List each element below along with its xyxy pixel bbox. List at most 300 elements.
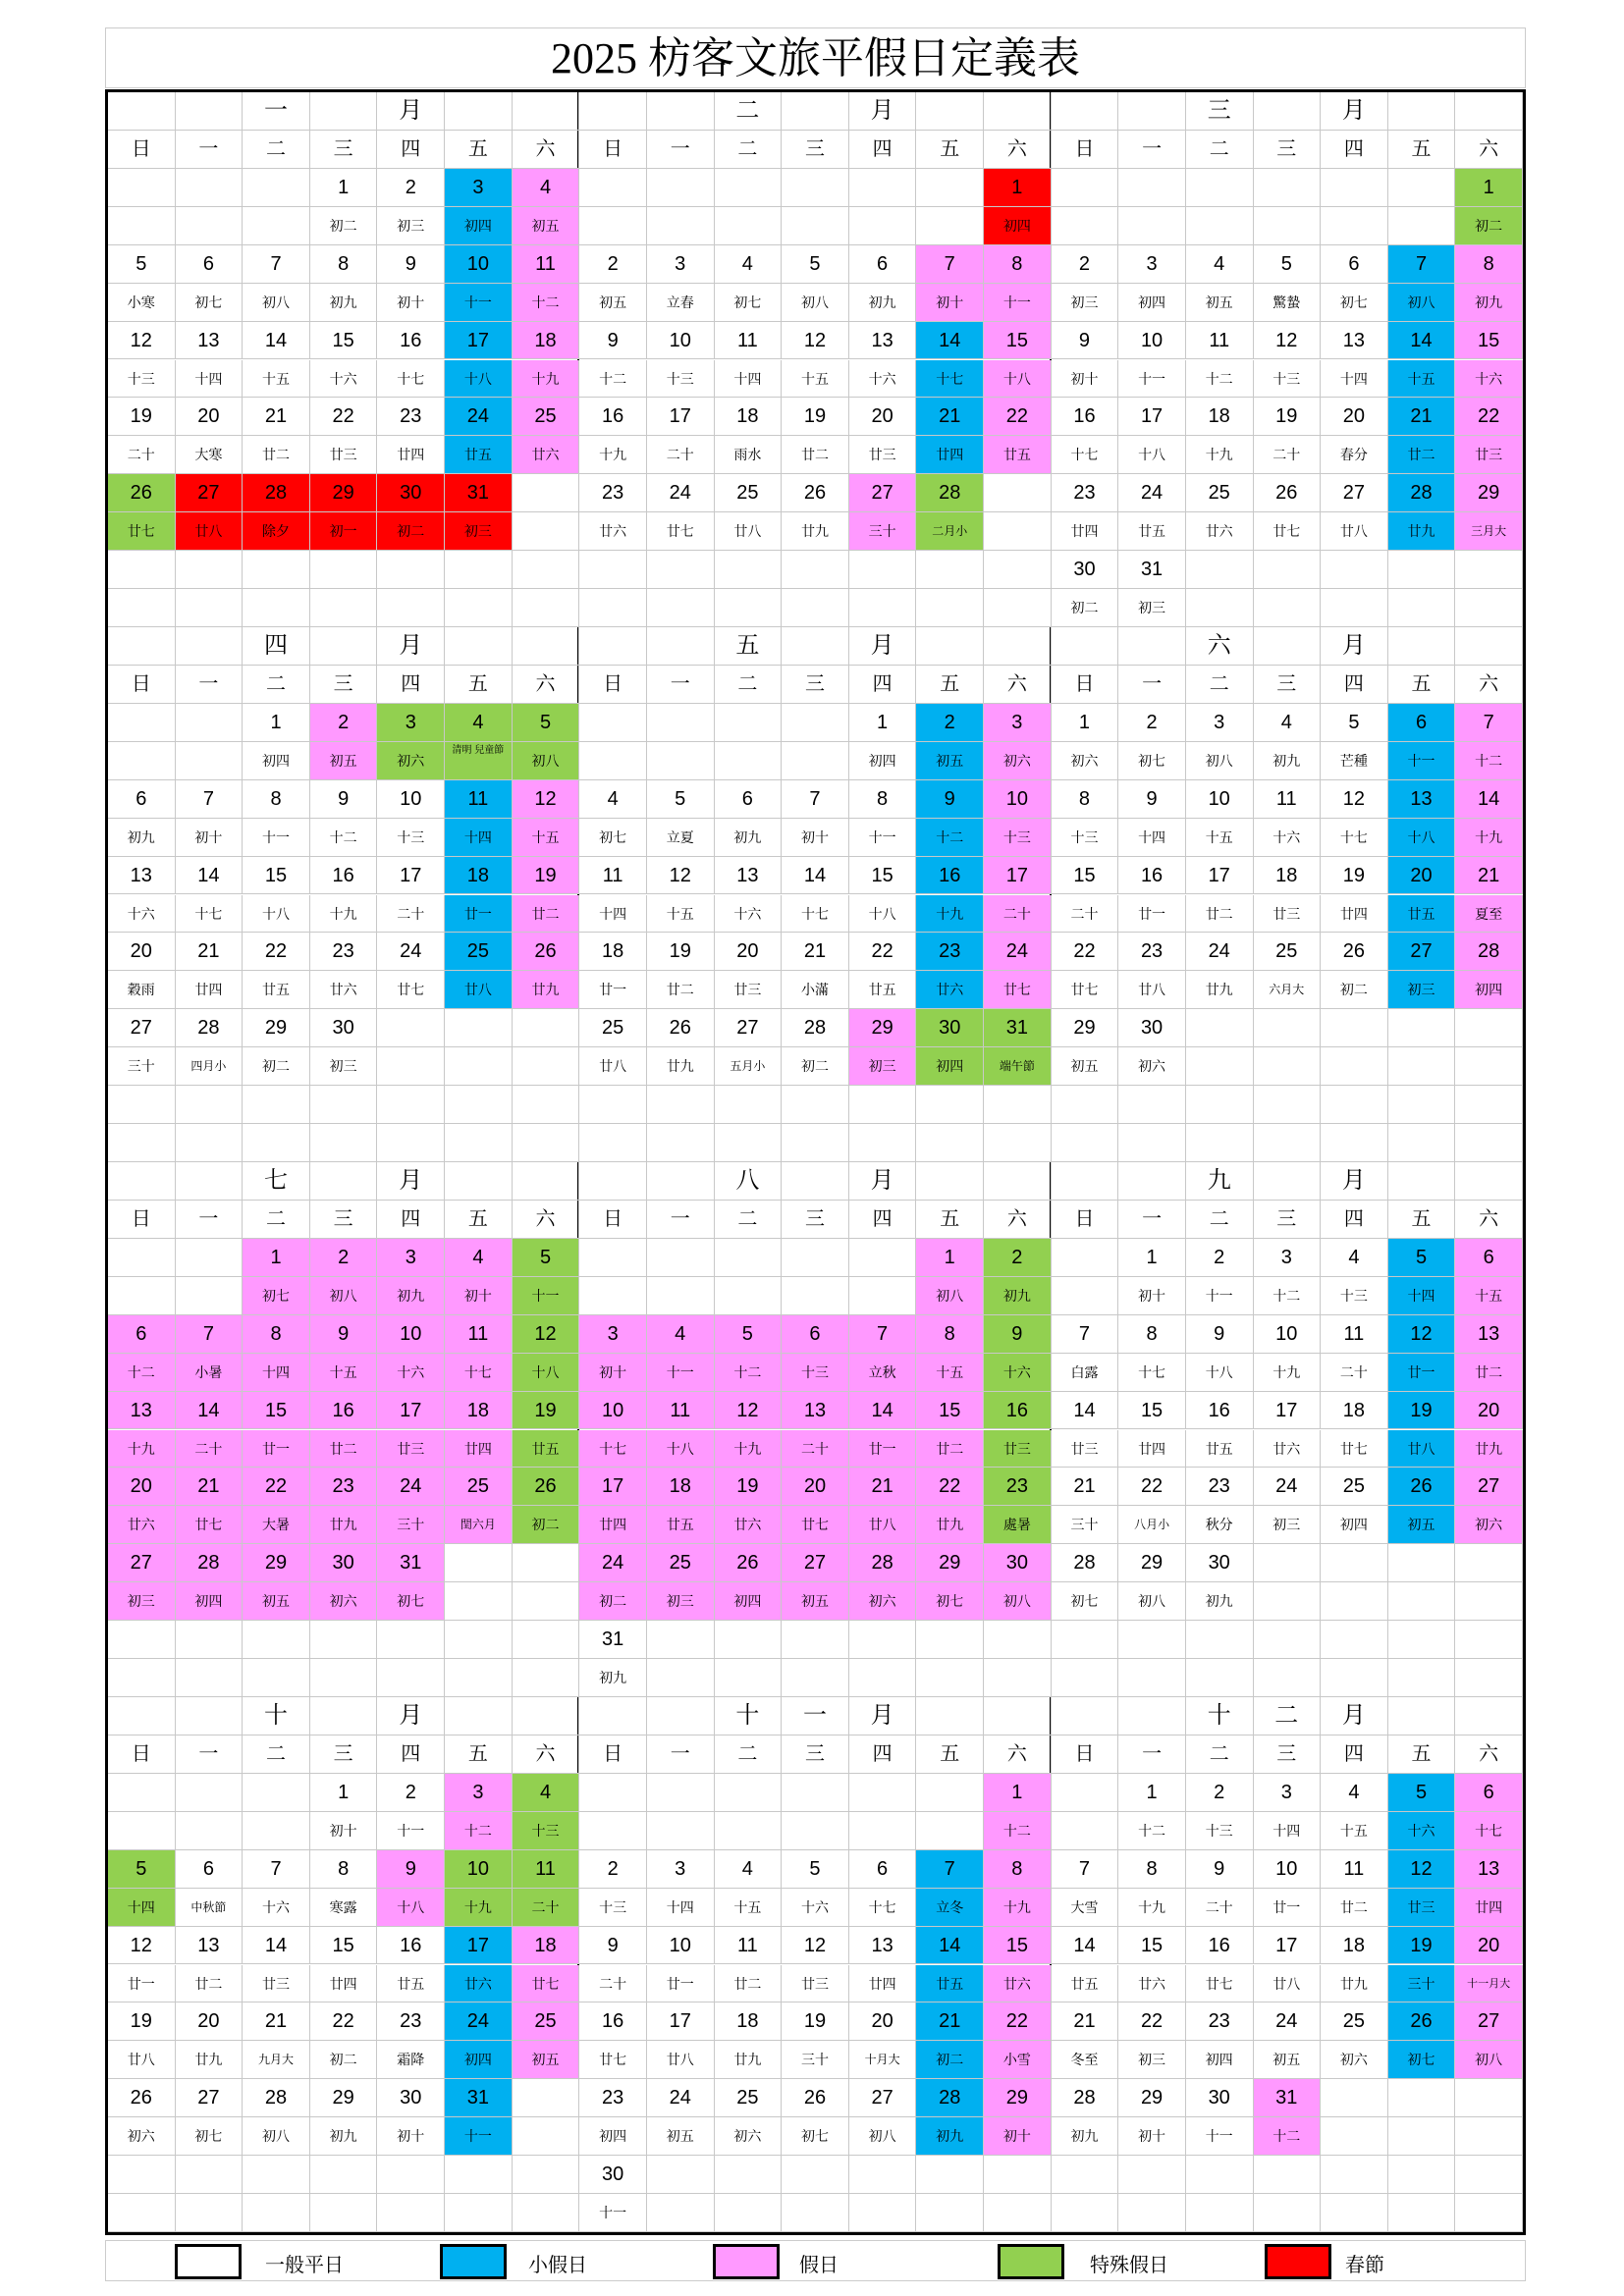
empty-cell — [377, 589, 445, 627]
day-number: 5 — [513, 704, 580, 742]
lunar-date: 廿四 — [445, 1430, 513, 1468]
day-number: 17 — [647, 398, 715, 436]
day-number: 13 — [108, 857, 176, 895]
day-number: 14 — [243, 1927, 310, 1965]
lunar-date: 十二 — [108, 1354, 176, 1392]
day-number: 23 — [377, 2002, 445, 2041]
empty-cell — [579, 589, 647, 627]
empty-cell — [1321, 551, 1388, 589]
day-number: 9 — [310, 780, 378, 819]
day-number: 20 — [1321, 398, 1388, 436]
day-number: 31 — [1118, 551, 1186, 589]
lunar-date: 初九 — [1052, 2117, 1119, 2156]
day-number: 1 — [916, 1239, 984, 1277]
empty-cell — [715, 704, 783, 742]
day-number: 15 — [310, 322, 378, 360]
day-number: 3 — [647, 245, 715, 284]
day-number: 4 — [579, 780, 647, 819]
lunar-date: 廿四 — [849, 1965, 917, 2003]
empty-cell — [243, 2156, 310, 2194]
lunar-date: 十二 — [1254, 2117, 1322, 2156]
lunar-date: 十二 — [1186, 360, 1254, 399]
lunar-date: 廿八 — [647, 2041, 715, 2079]
empty-cell — [1321, 1009, 1388, 1047]
lunar-date: 廿三 — [1254, 895, 1322, 934]
empty-cell — [647, 551, 715, 589]
day-number: 30 — [310, 1009, 378, 1047]
lunar-date: 廿九 — [513, 971, 580, 1009]
lunar-date: 十七 — [377, 360, 445, 399]
day-number: 14 — [176, 857, 244, 895]
lunar-date: 初四 — [445, 207, 513, 245]
lunar-date: 廿七 — [1321, 1430, 1388, 1468]
lunar-date: 廿四 — [1321, 895, 1388, 934]
weekday-label: 二 — [1186, 131, 1254, 169]
day-number: 14 — [243, 322, 310, 360]
empty-cell — [916, 207, 984, 245]
weekday-label: 三 — [1254, 131, 1322, 169]
lunar-date: 十八 — [377, 1889, 445, 1927]
empty-cell — [377, 551, 445, 589]
lunar-date: 初四 — [243, 742, 310, 780]
lunar-date: 十九 — [108, 1430, 176, 1468]
day-number: 2 — [377, 169, 445, 207]
weekday-label: 一 — [176, 1201, 244, 1239]
empty-cell — [647, 589, 715, 627]
lunar-date: 初九 — [377, 1277, 445, 1315]
day-number: 25 — [513, 398, 580, 436]
lunar-date: 二十 — [176, 1430, 244, 1468]
legend-label: 一般平日 — [265, 2255, 344, 2276]
empty-cell — [377, 2156, 445, 2194]
lunar-date: 初九 — [579, 1659, 647, 1697]
empty-cell — [1321, 1124, 1388, 1162]
weekday-label: 四 — [377, 131, 445, 169]
lunar-date: 九月大 — [243, 2041, 310, 2079]
lunar-date: 廿五 — [1118, 512, 1186, 551]
lunar-date: 十二 — [310, 819, 378, 857]
lunar-date: 初二 — [782, 1047, 849, 1086]
day-number: 25 — [1186, 474, 1254, 512]
weekday-label: 三 — [310, 1735, 378, 1774]
empty-cell — [715, 1239, 783, 1277]
lunar-date: 廿五 — [445, 436, 513, 474]
lunar-date: 二月小 — [916, 512, 984, 551]
month-suffix: 月 — [849, 1697, 917, 1735]
lunar-date: 芒種 — [1321, 742, 1388, 780]
weekday-label: 三 — [1254, 666, 1322, 704]
day-number: 27 — [1321, 474, 1388, 512]
empty-cell — [1388, 1086, 1456, 1124]
empty-cell — [1321, 1047, 1388, 1086]
day-number: 26 — [1254, 474, 1322, 512]
day-number: 13 — [1388, 780, 1456, 819]
day-number: 27 — [176, 474, 244, 512]
day-number: 3 — [445, 1774, 513, 1812]
empty-cell — [1186, 169, 1254, 207]
empty-cell — [310, 589, 378, 627]
day-number: 4 — [715, 245, 783, 284]
empty-cell — [782, 207, 849, 245]
empty-cell — [310, 1086, 378, 1124]
month-block — [1052, 92, 1523, 627]
day-number: 22 — [1052, 933, 1119, 971]
empty-cell — [108, 704, 176, 742]
lunar-date: 廿四 — [377, 436, 445, 474]
day-number: 26 — [108, 2079, 176, 2117]
lunar-date: 廿二 — [1321, 1889, 1388, 1927]
lunar-date: 處暑 — [984, 1506, 1052, 1544]
lunar-date: 十五 — [310, 1354, 378, 1392]
day-number: 17 — [1186, 857, 1254, 895]
lunar-date: 初四 — [1455, 971, 1523, 1009]
lunar-date: 廿九 — [647, 1047, 715, 1086]
legend-label: 假日 — [799, 2255, 839, 2276]
lunar-date: 十三 — [984, 819, 1052, 857]
lunar-date: 初七 — [1118, 742, 1186, 780]
day-number: 14 — [1052, 1927, 1119, 1965]
lunar-date: 初九 — [916, 2117, 984, 2156]
day-number: 17 — [1118, 398, 1186, 436]
lunar-date: 初二 — [1321, 971, 1388, 1009]
empty-cell — [243, 589, 310, 627]
day-number: 25 — [513, 2002, 580, 2041]
lunar-date: 初三 — [445, 512, 513, 551]
day-number: 29 — [849, 1009, 917, 1047]
empty-cell — [1052, 2194, 1119, 2232]
day-number: 26 — [1388, 1468, 1456, 1506]
day-number: 20 — [1455, 1392, 1523, 1430]
lunar-date: 十九 — [579, 436, 647, 474]
lunar-date: 廿八 — [579, 1047, 647, 1086]
lunar-date: 十五 — [782, 360, 849, 399]
empty-cell — [1118, 169, 1186, 207]
empty-cell — [310, 1124, 378, 1162]
weekday-label: 日 — [1052, 1201, 1119, 1239]
empty-cell — [445, 1544, 513, 1582]
lunar-date: 十六 — [108, 895, 176, 934]
lunar-date: 十一 — [849, 819, 917, 857]
lunar-date: 十一 — [513, 1277, 580, 1315]
empty-cell — [1321, 1544, 1388, 1582]
day-number: 11 — [1321, 1850, 1388, 1889]
day-number: 29 — [243, 1009, 310, 1047]
lunar-date: 廿五 — [647, 1506, 715, 1544]
day-number: 11 — [445, 1315, 513, 1354]
month-name: 二 — [715, 92, 783, 131]
empty-cell — [1052, 1774, 1119, 1812]
empty-cell — [1455, 551, 1523, 589]
lunar-date: 廿四 — [916, 436, 984, 474]
day-number: 21 — [243, 398, 310, 436]
empty-cell — [782, 704, 849, 742]
weekday-label: 三 — [782, 1735, 849, 1774]
day-number: 14 — [782, 857, 849, 895]
empty-cell — [445, 1621, 513, 1659]
day-number: 15 — [243, 1392, 310, 1430]
empty-cell — [108, 1239, 176, 1277]
empty-cell — [579, 1086, 647, 1124]
lunar-date: 初四 — [1321, 1506, 1388, 1544]
day-number: 5 — [782, 245, 849, 284]
lunar-date: 端午節 — [984, 1047, 1052, 1086]
month-suffix: 月 — [377, 1697, 445, 1735]
weekday-label: 四 — [1321, 666, 1388, 704]
empty-cell — [176, 1124, 244, 1162]
empty-cell — [176, 207, 244, 245]
empty-cell — [1186, 1047, 1254, 1086]
empty-cell — [1186, 207, 1254, 245]
empty-cell — [916, 551, 984, 589]
empty-cell — [916, 169, 984, 207]
day-number: 13 — [1455, 1850, 1523, 1889]
empty-cell — [715, 1086, 783, 1124]
lunar-date: 二十 — [1321, 1354, 1388, 1392]
lunar-date: 十六 — [1455, 360, 1523, 399]
lunar-date: 廿六 — [916, 971, 984, 1009]
day-number: 23 — [310, 933, 378, 971]
day-number: 16 — [310, 1392, 378, 1430]
weekday-label: 五 — [916, 1735, 984, 1774]
day-number: 20 — [849, 398, 917, 436]
empty-cell — [513, 1659, 580, 1697]
day-number: 7 — [849, 1315, 917, 1354]
day-number: 29 — [984, 2079, 1052, 2117]
empty-cell — [377, 1009, 445, 1047]
lunar-date: 寒露 — [310, 1889, 378, 1927]
lunar-date: 驚蟄 — [1254, 284, 1322, 322]
empty-cell — [1388, 589, 1456, 627]
lunar-date: 廿三 — [1455, 436, 1523, 474]
day-number: 22 — [984, 2002, 1052, 2041]
day-number: 28 — [849, 1544, 917, 1582]
weekday-label: 二 — [1186, 1735, 1254, 1774]
empty-cell — [984, 1659, 1052, 1697]
day-number: 24 — [1118, 474, 1186, 512]
day-number: 18 — [1321, 1392, 1388, 1430]
lunar-date: 廿四 — [1455, 1889, 1523, 1927]
empty-cell — [1455, 1582, 1523, 1621]
lunar-date: 初八 — [243, 284, 310, 322]
day-number: 29 — [1455, 474, 1523, 512]
empty-cell — [984, 551, 1052, 589]
empty-cell — [108, 1774, 176, 1812]
day-number: 24 — [647, 2079, 715, 2117]
day-number: 13 — [108, 1392, 176, 1430]
day-number: 29 — [1118, 2079, 1186, 2117]
empty-cell — [176, 1659, 244, 1697]
empty-cell — [1455, 2156, 1523, 2194]
weekday-label: 六 — [984, 131, 1052, 169]
lunar-date: 六月大 — [1254, 971, 1322, 1009]
lunar-date: 十三 — [108, 360, 176, 399]
day-number: 1 — [1455, 169, 1523, 207]
weekday-label: 五 — [1388, 1735, 1456, 1774]
day-number: 11 — [445, 780, 513, 819]
month-name: 三 — [1186, 92, 1254, 131]
empty-cell — [1052, 2156, 1119, 2194]
day-number: 15 — [1118, 1392, 1186, 1430]
lunar-date: 十九 — [310, 895, 378, 934]
lunar-date: 廿一 — [849, 1430, 917, 1468]
day-number: 10 — [984, 780, 1052, 819]
month-name: 九 — [1186, 1162, 1254, 1201]
empty-cell — [243, 169, 310, 207]
lunar-date: 二十 — [377, 895, 445, 934]
lunar-date: 夏至 — [1455, 895, 1523, 934]
day-number: 29 — [1052, 1009, 1119, 1047]
empty-cell — [310, 1659, 378, 1697]
day-number: 12 — [108, 1927, 176, 1965]
weekday-label: 五 — [916, 666, 984, 704]
lunar-date: 初五 — [782, 1582, 849, 1621]
lunar-date: 廿四 — [176, 971, 244, 1009]
day-number: 6 — [849, 1850, 917, 1889]
day-number: 23 — [1118, 933, 1186, 971]
weekday-label: 二 — [243, 666, 310, 704]
day-number: 3 — [1118, 245, 1186, 284]
day-number: 15 — [243, 857, 310, 895]
empty-cell — [782, 2156, 849, 2194]
lunar-date: 廿二 — [1388, 436, 1456, 474]
day-number: 28 — [1052, 1544, 1119, 1582]
day-number: 22 — [984, 398, 1052, 436]
day-number: 11 — [513, 245, 580, 284]
empty-cell — [1118, 1086, 1186, 1124]
day-number: 14 — [1388, 322, 1456, 360]
lunar-date: 廿八 — [1321, 512, 1388, 551]
day-number: 10 — [579, 1392, 647, 1430]
empty-cell — [647, 1812, 715, 1850]
day-number: 28 — [243, 474, 310, 512]
day-number: 4 — [715, 1850, 783, 1889]
lunar-date: 初七 — [916, 1582, 984, 1621]
month-name: 一 — [782, 1697, 849, 1735]
lunar-date: 廿五 — [1388, 895, 1456, 934]
day-number: 4 — [445, 1239, 513, 1277]
day-number: 23 — [916, 933, 984, 971]
lunar-date: 十二 — [445, 1812, 513, 1850]
lunar-date: 二十 — [579, 1965, 647, 2003]
lunar-date: 初十 — [377, 2117, 445, 2156]
lunar-date: 初九 — [1186, 1582, 1254, 1621]
lunar-date: 十七 — [579, 1430, 647, 1468]
day-number: 28 — [176, 1009, 244, 1047]
lunar-date: 廿九 — [1388, 512, 1456, 551]
empty-cell — [377, 1659, 445, 1697]
empty-cell — [1118, 207, 1186, 245]
empty-cell — [513, 2156, 580, 2194]
empty-cell — [243, 1621, 310, 1659]
lunar-date: 初十 — [1052, 360, 1119, 399]
day-number: 10 — [1254, 1850, 1322, 1889]
day-number: 18 — [1254, 857, 1322, 895]
day-number: 26 — [108, 474, 176, 512]
empty-cell — [108, 1124, 176, 1162]
lunar-date: 廿五 — [849, 971, 917, 1009]
day-number: 24 — [1186, 933, 1254, 971]
lunar-date: 廿六 — [715, 1506, 783, 1544]
empty-cell — [782, 1621, 849, 1659]
lunar-date: 初十 — [310, 1812, 378, 1850]
month-name: 四 — [243, 627, 310, 666]
lunar-date: 廿七 — [377, 971, 445, 1009]
legend-swatch-white — [175, 2244, 242, 2279]
lunar-date: 二十 — [1186, 1889, 1254, 1927]
empty-cell — [782, 1812, 849, 1850]
day-number: 19 — [108, 2002, 176, 2041]
lunar-date: 廿一 — [1118, 895, 1186, 934]
day-number: 20 — [849, 2002, 917, 2041]
day-number: 9 — [1052, 322, 1119, 360]
empty-cell — [1186, 1009, 1254, 1047]
day-number: 2 — [984, 1239, 1052, 1277]
lunar-date: 初五 — [1388, 1506, 1456, 1544]
day-number: 1 — [310, 169, 378, 207]
day-number: 2 — [1052, 245, 1119, 284]
lunar-date: 廿七 — [513, 1965, 580, 2003]
lunar-date: 十九 — [715, 1430, 783, 1468]
lunar-date: 廿八 — [1388, 1430, 1456, 1468]
day-number: 5 — [108, 1850, 176, 1889]
lunar-date: 廿六 — [310, 971, 378, 1009]
lunar-date: 廿六 — [1254, 1430, 1322, 1468]
weekday-label: 日 — [579, 1735, 647, 1774]
empty-cell — [243, 2194, 310, 2232]
day-number: 12 — [1388, 1850, 1456, 1889]
day-number: 18 — [513, 322, 580, 360]
day-number: 18 — [647, 1468, 715, 1506]
day-number: 5 — [782, 1850, 849, 1889]
lunar-date: 十四 — [108, 1889, 176, 1927]
day-number: 26 — [647, 1009, 715, 1047]
empty-cell — [1388, 1621, 1456, 1659]
day-number: 8 — [1118, 1315, 1186, 1354]
day-number: 13 — [176, 322, 244, 360]
day-number: 2 — [310, 704, 378, 742]
empty-cell — [782, 1239, 849, 1277]
lunar-date: 十四 — [647, 1889, 715, 1927]
lunar-date: 初八 — [916, 1277, 984, 1315]
lunar-date: 初五 — [513, 2041, 580, 2079]
day-number: 17 — [984, 857, 1052, 895]
empty-cell — [984, 474, 1052, 512]
empty-cell — [849, 1621, 917, 1659]
day-number: 12 — [647, 857, 715, 895]
lunar-date: 十一 — [377, 1812, 445, 1850]
day-number: 23 — [579, 474, 647, 512]
lunar-date: 初七 — [1388, 2041, 1456, 2079]
empty-cell — [176, 1774, 244, 1812]
lunar-date: 十七 — [1118, 1354, 1186, 1392]
day-number: 27 — [176, 2079, 244, 2117]
legend-swatch-blue — [440, 2244, 507, 2279]
empty-cell — [647, 169, 715, 207]
lunar-date: 十四 — [715, 360, 783, 399]
empty-cell — [916, 2194, 984, 2232]
lunar-date: 十一 — [445, 2117, 513, 2156]
lunar-date: 廿三 — [782, 1965, 849, 2003]
lunar-date: 廿九 — [782, 512, 849, 551]
day-number: 6 — [176, 1850, 244, 1889]
empty-cell — [1186, 2194, 1254, 2232]
day-number: 20 — [782, 1468, 849, 1506]
lunar-date: 十四 — [1321, 360, 1388, 399]
day-number: 7 — [1052, 1315, 1119, 1354]
day-number: 23 — [1052, 474, 1119, 512]
empty-cell — [108, 1812, 176, 1850]
empty-cell — [243, 1774, 310, 1812]
